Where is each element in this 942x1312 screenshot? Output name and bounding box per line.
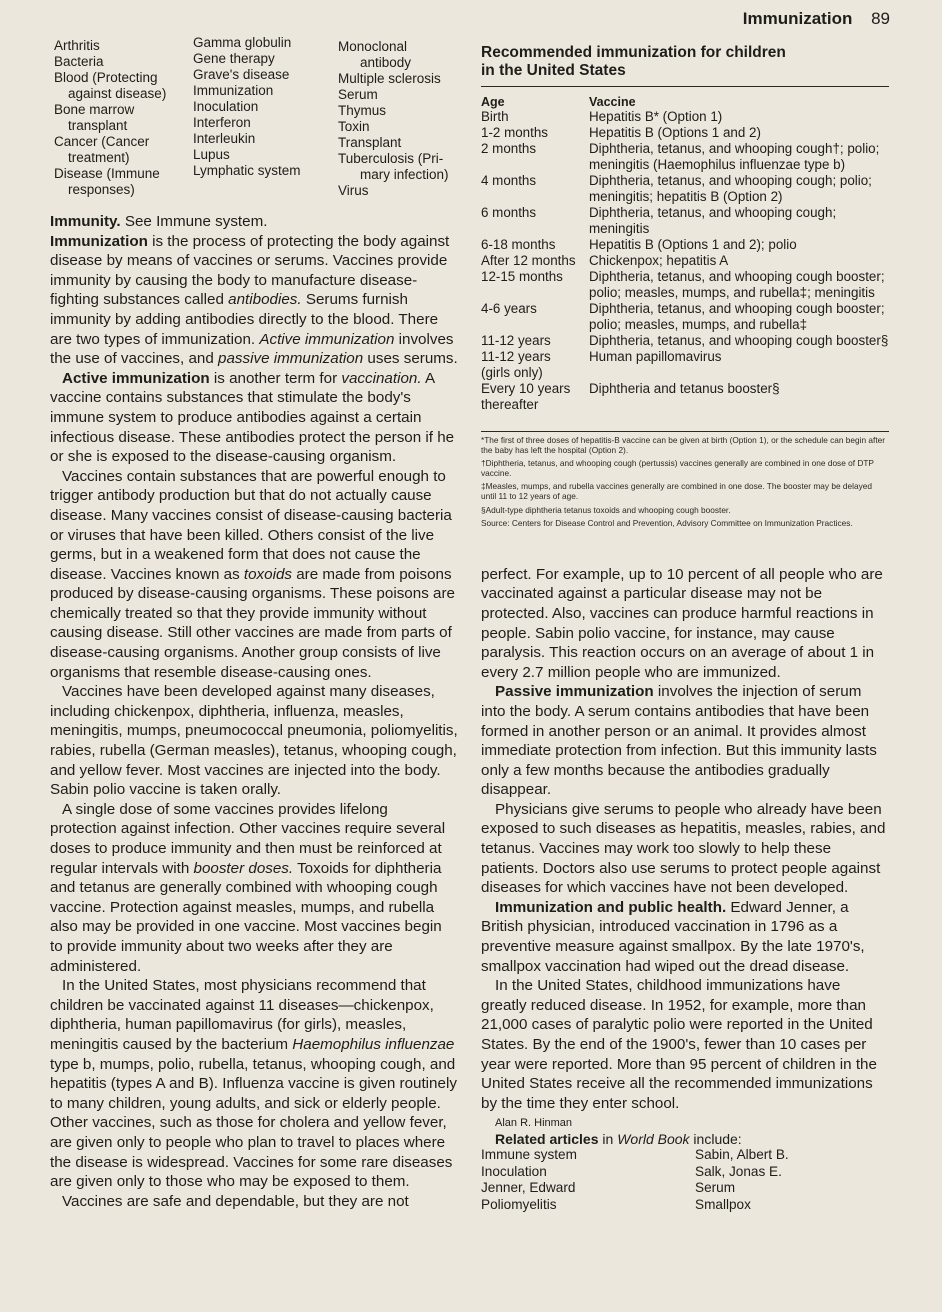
subheading: Immunization and public health.	[495, 898, 727, 916]
paragraph	[50, 800, 458, 976]
left-column	[50, 30, 458, 1211]
paragraph	[50, 232, 458, 369]
immunity-crossref	[50, 212, 458, 232]
related-articles-intro	[495, 1131, 889, 1147]
text-run: Related articles	[495, 1131, 599, 1148]
entry-heading: Immunization	[50, 232, 148, 250]
paragraph	[50, 976, 458, 1192]
related-articles-list	[481, 1147, 889, 1213]
paragraph	[481, 682, 889, 800]
index-entry: Monoclonal	[338, 39, 408, 54]
index-entry: Disease (Immune	[54, 166, 160, 181]
related-article-link: Immune system	[481, 1147, 577, 1163]
age-cell: 1-2 months	[481, 125, 548, 140]
footnote: *The first of three doses of hepatitis-B vaccine can be given at birth (Option 1), or the schedule can begin after the baby has left the hospital (Option 2).	[481, 435, 886, 455]
table-row	[481, 125, 889, 141]
index-entry: Bone marrow	[54, 102, 135, 117]
paragraph: Physicians give serums to people who already have been exposed to such diseases as hepatitis, measles, rabies, and tetanus. Vaccines may work too slowly to help these patients. Doctors also use serums to protect people against diseases for which vaccines have not been developed.	[481, 800, 886, 897]
text-run: booster doses.	[193, 859, 294, 877]
related-article-link: Salk, Jonas E.	[695, 1163, 782, 1179]
text-run: A single dose of some vaccines provides lifelong protection against infection. Other vaccines require several doses to produce immunity and then must be reinforced at regular intervals with	[50, 800, 446, 877]
age-cell: 11-12 years (girls only)	[481, 349, 551, 380]
index-entry: Interleukin	[193, 131, 256, 146]
index-entry: Arthritis	[54, 38, 100, 53]
right-column	[481, 44, 889, 1213]
index-entry: transplant	[68, 118, 128, 133]
text-run: type b, mumps, polio, rubella, tetanus, whooping cough, and hepatitis (types A and B). Influenza vaccine is given routinely to many children, young adults, and sick or elderly people. Other vaccines, such as those for cholera and yellow fever, are given only to people who plan to travel to places where the disease is widespread. Vaccines for some rare diseases are given only to those who may be exposed to them.	[50, 1055, 457, 1191]
paragraph: Vaccines are safe and dependable, but they are not	[62, 1192, 409, 1210]
text-run: is another term for	[209, 369, 342, 387]
text-run: toxoids	[243, 565, 293, 583]
paragraph	[50, 467, 458, 683]
paragraph	[481, 898, 889, 976]
index-entry: Lymphatic system	[193, 163, 301, 178]
table-row	[481, 253, 889, 269]
running-header	[743, 9, 890, 29]
text-run: vaccination.	[341, 369, 422, 387]
age-cell: 12-15 months	[481, 269, 563, 284]
index-entry: Serum	[338, 87, 378, 102]
related-article-link: Poliomyelitis	[481, 1196, 557, 1212]
text-run: In the United States, most physicians recommend that children be vaccinated against 11 diseases—chickenpox, diphtheria, human papillomavirus (for girls), measles, meningitis caused by the bacterium	[50, 977, 434, 1053]
index-entry: Gene therapy	[193, 51, 275, 66]
index-entry: Grave's disease	[193, 67, 290, 82]
index-entry: treatment)	[68, 150, 130, 165]
index-entry: Virus	[338, 183, 369, 198]
paragraph: Vaccines have been developed against many diseases, including chickenpox, diphtheria, influenza, measles, meningitis, mumps, pneumococcal pneumonia, poliomyelitis, rabies, rubella (German measles), tetanus, whooping cough, and yellow fever. Most vaccines are injected into the body. Sabin polio vaccine is taken orally.	[50, 683, 458, 799]
text-run: Active immunization	[259, 330, 395, 348]
age-cell: 2 months	[481, 141, 537, 156]
table-title-line: Recommended immunization for children	[481, 44, 786, 61]
index-entry: Gamma globulin	[193, 35, 292, 50]
table-row	[481, 349, 889, 381]
text-run: A vaccine contains substances that stimulate the body's immune system to produce antibodies against a certain infectious disease. These antibodies protect the person if he or she is exposed to the disease-causing organism.	[50, 369, 455, 466]
text-run: in	[598, 1131, 618, 1148]
age-cell: 4 months	[481, 173, 537, 188]
paragraph: In the United States, childhood immunizations have greatly reduced disease. In 1952, for example, more than 21,000 cases of paralytic polio were reported in the United States. By the end of the 1900's, fewer than 10 cases per year were reported. More than 95 percent of children in the United States receive all the recommended immunizations by the time they enter school.	[481, 977, 877, 1112]
vaccine-cell: Diphtheria, tetanus, and whooping cough booster; polio; measles, mumps, and rubella‡; meningitis	[589, 269, 885, 300]
text-run: passive immunization	[218, 350, 364, 368]
header-word: Immunization	[742, 9, 853, 28]
index-entry: Thymus	[338, 103, 387, 118]
vaccine-cell: Diphtheria and tetanus booster§	[589, 381, 780, 396]
entry-heading: Immunity.	[50, 213, 121, 230]
index-entry: mary infection)	[360, 167, 449, 182]
text-run: Toxoids for diphtheria and tetanus are generally combined with whooping cough vaccine. Protection against measles, mumps, and rubella also may be provided in one vaccine. Most vaccines begin to provide immunity about two weeks after they are administered.	[50, 859, 442, 975]
table-footnotes	[481, 436, 889, 529]
page-number: 89	[871, 9, 890, 28]
table-row	[481, 381, 889, 413]
table-row	[481, 269, 889, 301]
index-entry: against disease)	[68, 86, 167, 101]
crossref-text: See Immune system.	[120, 213, 268, 230]
age-cell: 6-18 months	[481, 237, 556, 252]
table-row	[481, 173, 889, 205]
vaccine-cell: Hepatitis B* (Option 1)	[589, 109, 723, 124]
text-run: antibodies.	[228, 291, 302, 309]
related-index-list	[50, 30, 458, 212]
index-entry: Bacteria	[54, 54, 104, 69]
index-entry: Blood (Protecting	[54, 70, 158, 85]
related-article-link: Serum	[695, 1180, 736, 1196]
vaccine-cell: Diphtheria, tetanus, and whooping cough; meningitis	[589, 205, 837, 236]
table-header-row	[481, 95, 889, 109]
index-entry: Cancer (Cancer	[54, 134, 150, 149]
index-entry: antibody	[360, 55, 412, 70]
index-entry: responses)	[68, 182, 135, 197]
index-entry: Inoculation	[193, 99, 259, 114]
vaccine-cell: Diphtheria, tetanus, and whooping cough†; polio; meningitis (Haemophilus influenzae type b)	[589, 141, 880, 172]
index-entry: Lupus	[193, 147, 230, 162]
index-entry: Transplant	[338, 135, 402, 150]
vaccine-cell: Diphtheria, tetanus, and whooping cough; polio; meningitis; hepatitis B (Option 2)	[589, 173, 872, 204]
index-entry: Interferon	[193, 115, 251, 130]
age-cell: Birth	[481, 109, 509, 124]
subheading: Active immunization	[62, 369, 210, 387]
author-credit: Alan R. Hinman	[495, 1117, 573, 1130]
age-cell: 6 months	[481, 205, 537, 220]
related-article-link: Inoculation	[481, 1163, 547, 1179]
age-cell: Every 10 years thereafter	[481, 381, 571, 412]
table-row	[481, 301, 889, 333]
vaccine-cell: Diphtheria, tetanus, and whooping cough booster; polio; measles, mumps, and rubella‡	[589, 301, 885, 332]
text-run: Haemophilus influenzae	[292, 1035, 455, 1053]
vaccine-cell: Human papillomavirus	[589, 349, 722, 364]
related-article-link: Sabin, Albert B.	[695, 1147, 789, 1163]
subheading: Passive immunization	[495, 683, 654, 701]
table-rule	[481, 431, 889, 432]
table-row	[481, 205, 889, 237]
table-row	[481, 141, 889, 173]
spacer	[481, 529, 889, 565]
paragraph: perfect. For example, up to 10 percent of all people who are vaccinated against a particular disease may not be protected. Also, vaccines can produce harmful reactions in people. Sabin polio vaccine, for instance, may cause paralysis. This reaction occurs on an average of about 1 in every 2.7 million people who are immunized.	[481, 565, 883, 681]
index-entry: Immunization	[193, 83, 274, 98]
index-entry: Multiple sclerosis	[338, 71, 441, 86]
age-cell: 11-12 years	[481, 333, 551, 348]
related-article-link: Smallpox	[695, 1196, 751, 1212]
footnote: Source: Centers for Disease Control and Prevention, Advisory Committee on Immunization Practices.	[481, 518, 853, 529]
immunization-table	[481, 109, 889, 413]
related-article-link: Jenner, Edward	[481, 1180, 576, 1196]
table-row	[481, 237, 889, 253]
vaccine-cell: Chickenpox; hepatitis A	[589, 253, 729, 268]
text-run: Vaccines contain substances that are powerful enough to trigger antibody production but that do not actually cause disease. Many vaccines consist of disease-causing bacteria or viruses that have been killed. Others consist of the live germs, but in a weakened form that does not cause the disease. Vaccines known as	[50, 467, 452, 583]
index-column-3	[338, 39, 449, 199]
column-header-vaccine: Vaccine	[589, 95, 636, 109]
table-title-line: in the United States	[481, 62, 626, 79]
table-row	[481, 333, 889, 349]
footnote: §Adult-type diphtheria tetanus toxoids and whooping cough booster.	[481, 504, 731, 515]
text-run: uses serums.	[363, 350, 458, 368]
index-column-1	[54, 38, 166, 198]
index-entry: Toxin	[338, 119, 370, 134]
text-run: are made from poisons produced by disease-causing organisms. These poisons are chemically treated so that they provide immunity without causing disease. Still other vaccines are made from parts of disease-causing organisms. Another group consists of live organisms that resemble disease-causing ones.	[50, 565, 455, 681]
text-run: Edward Jenner, a British physician, introduced vaccination in 1796 as a preventive measure against smallpox. By the late 1970's, smallpox vaccination had wiped out the dread disease.	[481, 898, 865, 975]
vaccine-cell: Diphtheria, tetanus, and whooping cough booster§	[589, 333, 889, 348]
text-run: involves the injection of serum into the body. A serum contains antibodies that have been formed in another person or an animal. It provides almost immediate protection from infection. But this immunity lasts only a few months because the antibodies gradually disappear.	[481, 683, 877, 799]
column-header-age: Age	[481, 95, 505, 109]
text-run: include:	[689, 1131, 742, 1148]
table-title	[481, 44, 889, 87]
index-entry: Tuberculosis (Pri-	[338, 151, 444, 166]
text-run: involves the use of vaccines, and	[50, 330, 454, 368]
footnote: ‡Measles, mumps, and rubella vaccines generally are combined in one dose. The booster may be delayed until 11 to 12 years of age.	[481, 481, 872, 501]
age-cell: After 12 months	[481, 253, 576, 268]
text-run: is the process of protecting the body against disease by means of vaccines or serums. Vaccines provide immunity by causing the body to manufacture disease-fighting substances called	[50, 232, 450, 309]
vaccine-cell: Hepatitis B (Options 1 and 2)	[589, 125, 761, 140]
footnote: †Diphtheria, tetanus, and whooping cough (pertussis) vaccines generally are combined in one dose of DTP vaccine.	[481, 458, 874, 478]
age-cell: 4-6 years	[481, 301, 537, 316]
text-run: Serums furnish immunity by adding antibodies directly to the blood. There are two types of immunization.	[50, 291, 439, 348]
index-column-2	[193, 35, 301, 179]
table-row	[481, 109, 889, 125]
paragraph	[50, 369, 458, 467]
vaccine-cell: Hepatitis B (Options 1 and 2); polio	[589, 237, 797, 252]
text-run: World Book	[617, 1131, 690, 1148]
